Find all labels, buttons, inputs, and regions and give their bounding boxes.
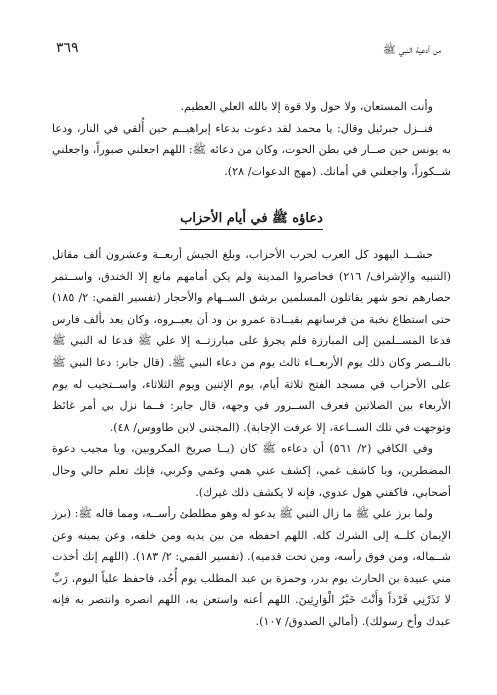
page-body	[52, 96, 451, 633]
page-header	[56, 40, 441, 64]
section-heading	[52, 208, 451, 230]
running-title: من أدعية النبي ﷺ	[382, 44, 441, 56]
paragraph: وأنت المستعان، ولا حول ولا قوة إلا بالله العلي العظيم.	[180, 100, 433, 113]
paragraph: وفي الكافي (٢/ ٥٦١) أن دعاءه ﷺ كان (يــا صريخ المكروبين، ويا مجيب دعوة المضطرين، ويا كاشف غمي، إكشف عني همي وغمي وكربي، فإنك تعلم حالي وحال أصحابي، فاكفني هول عدوي، فإنه لا يكشف ذلك غيرك).	[52, 442, 451, 499]
paragraph: ولما برز علي ﷺ ما زال النبي ﷺ يدعو له وهو مطلطئ رأســه، ومما قاله ﷺ: (برز الإيمان كلــه إلى الشرك كله. اللهم احفظه من بين يديه ومن خلفه، وعن يمينه وعن شــماله، ومن فوق رأسه، ومن تحت قدميه). (تفسير القمي: ٢/ ١٨٣). (اللهم إنك أخذت مني عبيدة بن الحارث يوم بدر، وحمزة بن عبد المطلب يوم أُحُد، فاحفظ علياً اليوم، رَبِّ لا تَذَرْنِي فَرْداً وَأَنْتَ خَيْرُ الْوَارِثِينَ. اللهم أعنه واستعن به، اللهم انصره وانتصر به فإنه عبدك وأخ رسولك). (أمالي الصدوق/ ١٠٧).	[52, 507, 452, 629]
paragraph: فنــزل جبرئيل وقال: يا محمد لقد دعوت بدعاء إبراهيــم حين أُلقي في النار، ودعا به يونس حين صــار في بطن الحوت، وكان من دعائه ﷺ: اللهم اجعلني صبوراً، واجعلني شــكوراً، واجعلني في أمانك. (مهج الدعوات/ ٢٨).	[52, 121, 451, 178]
section-heading-text: دعاؤه ﷺ في أيام الأحزاب	[180, 211, 323, 230]
paragraph: حشــد اليهود كل العرب لحرب الأحزاب، وبلغ الجيش أربعــة وعشرون ألف مقاتل (التنبيه والإشراف/ ٢١٦) فحاصروا المدينة ولم يكن أمامهم مانع إلا الخندق، واســتمر حصارهم نحو شهر يقاتلون المسلمين برشق الســهام والأحجار (تفسير القمي: ٢/ ١٨٥) حتى استطاع نخبة من فرسانهم بقيــادة عمرو بن ود أن يعبــروه، وكان يعد بألف فارس فدعا المســلمين إلى المبارزة فلم يجرؤ على مبارزتــه إلا علي ﷺ فدعا له النبي ﷺ بالنــصر وكان ذلك يوم الأربعــاء ثالث يوم من دعاء النبي ﷺ. (قال جابر: دعا النبي ﷺ على الأحزاب في مسجد الفتح ثلاثة أيام، يوم الإثنين ويوم الثلاثاء، واســتجيب له يوم الأربعاء بين الصلاتين فعرف الســرور في وجهه، قال جابر: فــما نزل بي أمر غائظ وتوجهت في تلك الســاعة، إلا عرفت الإجابة). (المجتنى لابن طاووس/ ٤٨).	[52, 247, 451, 434]
page-number: ٣٦٩	[56, 40, 79, 56]
